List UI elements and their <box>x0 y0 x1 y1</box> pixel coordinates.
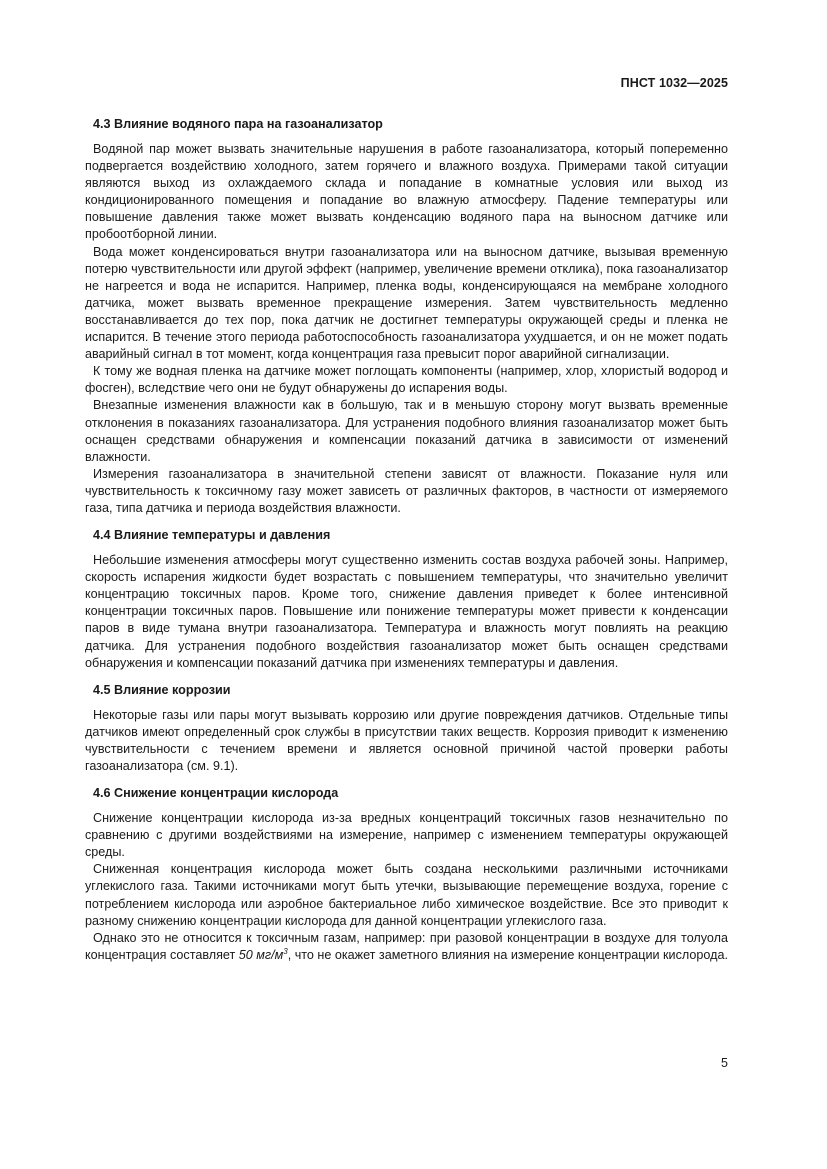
section-4-4 <box>85 527 728 672</box>
section-heading: 4.3 Влияние водяного пара на газоанализатор <box>93 117 383 131</box>
section-heading: 4.6 Снижение концентрации кислорода <box>93 786 339 801</box>
concentration-value: 50 $мг/м^3$ <box>238 946 288 962</box>
paragraph: Снижение концентрации кислорода из-за вредных концентраций токсичных газов незначительно по сравнению с другими воздействиями на измерение, например с изменением температуры окружающей среды. <box>85 811 728 860</box>
text-run: , что не окажет заметного влияния на измерение концентрации кислорода. <box>287 947 728 962</box>
section-4-3 <box>85 116 728 517</box>
paragraph: Водяной пар может вызвать значительные нарушения в работе газоанализатора, который попеременно подвергается воздействию холодного, затем горячего и влажного воздуха. Примерами такой ситуации являются выход из охлаждаемого склада и попадание в комнатные условия или выход из кондиционированного помещения и попадание во влажную атмосферу. Падение температуры или повышение давления также может вызвать конденсацию водяного пара на выносном датчике или пробоотборной линии. <box>85 142 728 242</box>
section-4-6 <box>85 785 728 964</box>
section-heading: 4.4 Влияние температуры и давления <box>93 528 331 543</box>
document-code: ПНСТ 1032—2025 <box>620 76 728 90</box>
paragraph: Вода может конденсироваться внутри газоанализатора или на выносном датчике, вызывая временную потерю чувствительности или другой эффект (например, увеличение времени отклика), пока газоанализатор не нагреется и вода не испарится. Например, пленка воды, конденсирующаяся на мембране холодного датчика, может вызвать временное прекращение измерения. Затем чувствительность медленно восстанавливается до тех пор, пока датчик не достигнет температуры окружающей среды и пленка не испарится. В течение этого периода работоспособность газоанализатора ухудшается, и он не может подать аварийный сигнал в тот момент, когда концентрация газа превысит порог аварийной сигнализации. <box>85 244 728 362</box>
paragraph: Измерения газоанализатора в значительной степени зависят от влажности. Показание нуля или чувствительность к токсичному газу может зависеть от различных факторов, в частности от измеряемого газа, типа датчика и периода воздействия влажности. <box>85 466 728 515</box>
paragraph: Небольшие изменения атмосферы могут существенно изменить состав воздуха рабочей зоны. Например, скорость испарения жидкости будет возрастать с повышением температуры, что значительно увеличит концентрацию токсичных паров. Кроме того, снижение давления приведет к более интенсивной концентрации токсичных паров. Повышение или понижение температуры может привести к конденсации паров в виде тумана внутри газоанализатора. Температура и влажность могут повлиять на реакцию датчика. Для устранения подобного воздействия газоанализатор может быть оснащен средствами обнаружения и компенсации показаний датчика при изменениях температуры и давления. <box>85 553 728 670</box>
page-number: 5 <box>721 1056 728 1070</box>
paragraph <box>85 930 728 964</box>
paragraph: Некоторые газы или пары могут вызывать коррозию или другие повреждения датчиков. Отдельные типы датчиков имеют определенный срок службы в присутствии таких веществ. Коррозия приводит к изменению чувствительности с течением времени и является основной причиной частой проверки работы газоанализатора (см. 9.1). <box>85 707 728 773</box>
paragraph: Внезапные изменения влажности как в большую, так и в меньшую сторону могут вызвать временные отклонения в показаниях газоанализатора. Для устранения подобного влияния газоанализатор может быть оснащен средствами обнаружения и компенсации показаний датчика в зависимости от изменений влажности. <box>85 398 728 464</box>
paragraph: Сниженная концентрация кислорода может быть создана несколькими различными источниками углекислого газа. Такими источниками могут быть утечки, вызывающие перемещение воздуха, горение с потреблением кислорода или аэробное бактериальное либо химическое воздействие. Все это приводит к разному снижению концентрации кислорода для данной концентрации углекислого газа. <box>85 862 728 928</box>
section-4-5 <box>85 682 728 775</box>
section-heading: 4.5 Влияние коррозии <box>93 682 231 697</box>
text-run: Однако это не относится к токсичным газам, например: при разовой концентрации в воздухе для толуола концентрация составляет <box>85 930 728 962</box>
document-body <box>85 116 728 974</box>
paragraph: К тому же водная пленка на датчике может поглощать компоненты (например, хлор, хлористый водород и фосген), вследствие чего они не будут обнаружены до испарения воды. <box>85 364 728 396</box>
